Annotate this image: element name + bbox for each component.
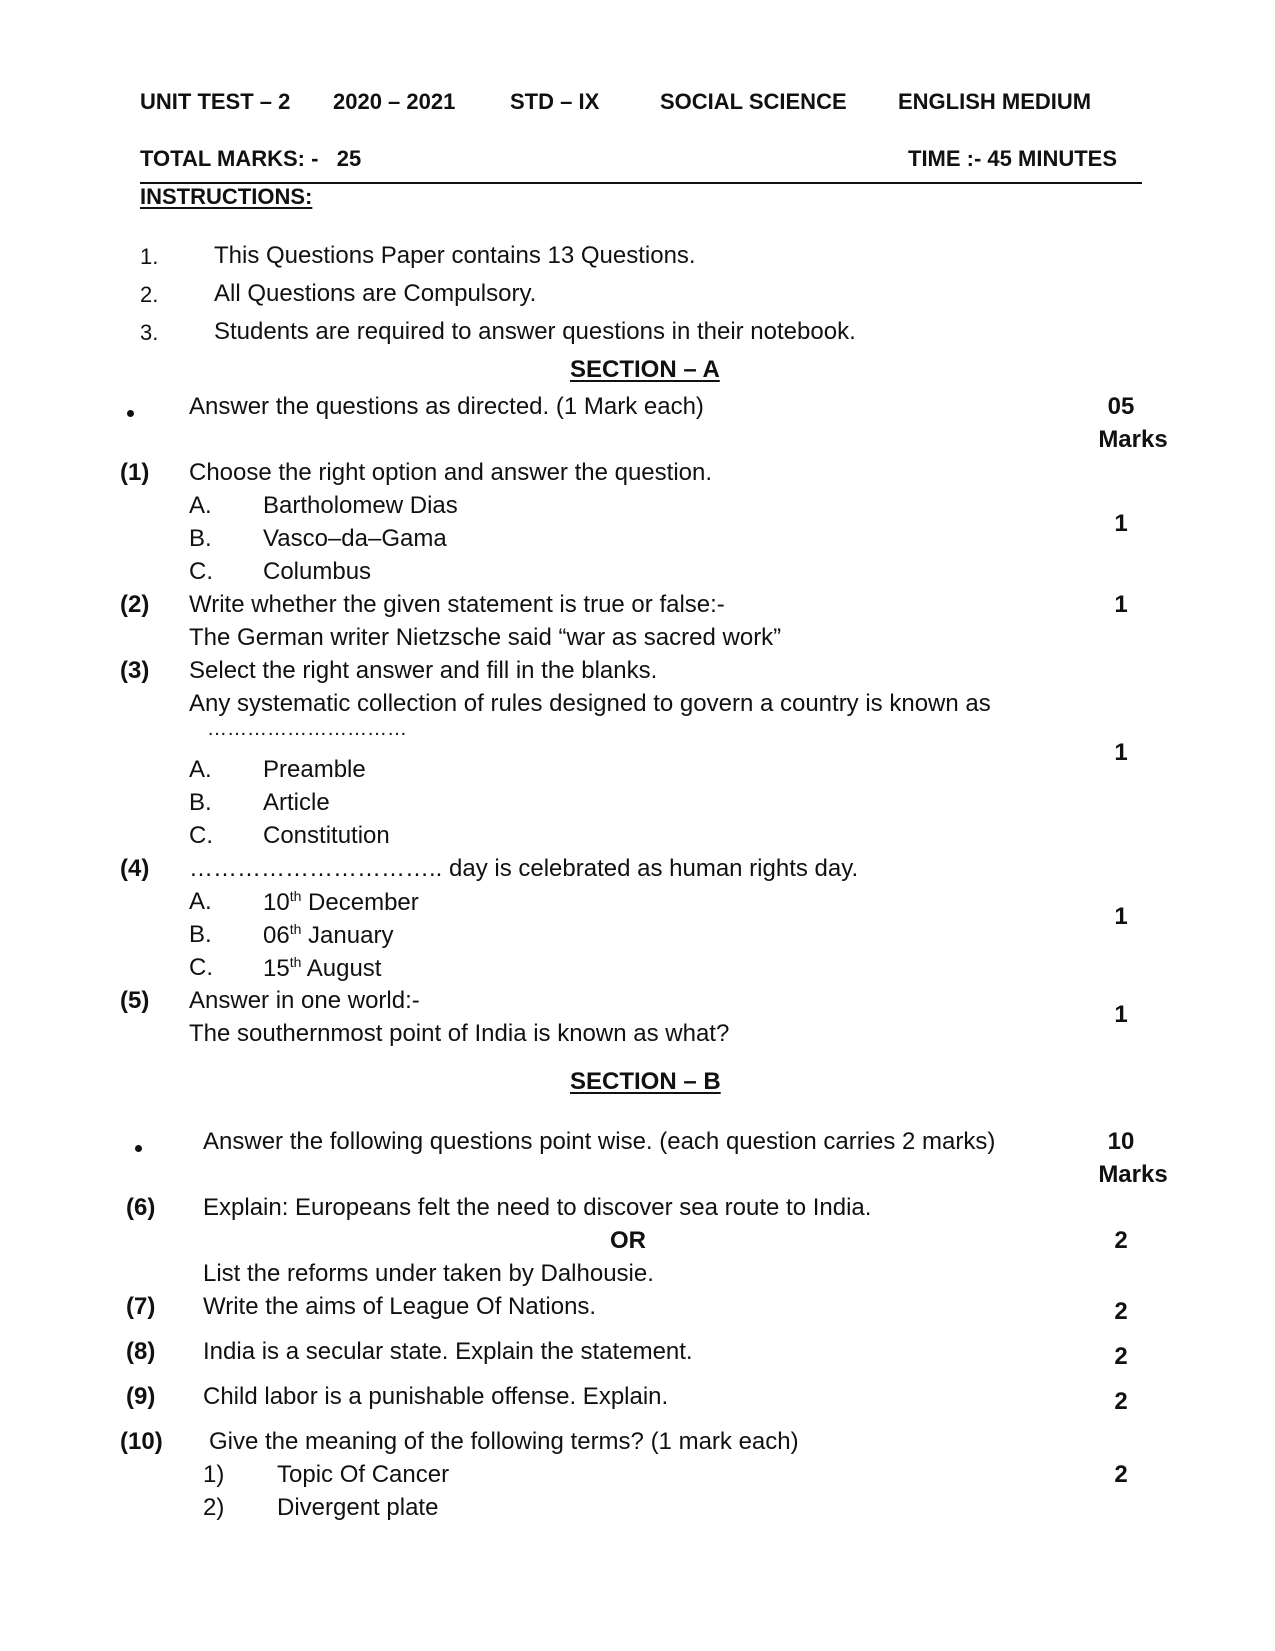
option-text: Vasco–da–Gama — [263, 525, 447, 552]
question-marks: 2 — [1114, 1461, 1128, 1488]
question-marks: 2 — [1114, 1298, 1128, 1325]
question-marks: 1 — [1114, 739, 1128, 766]
question-marks: 2 — [1114, 1388, 1128, 1415]
question-number: (10) — [120, 1428, 163, 1455]
subject: SOCIAL SCIENCE — [660, 89, 847, 114]
question-number: (8) — [126, 1338, 156, 1365]
option-text: Preamble — [263, 756, 366, 783]
question-number: (5) — [120, 987, 150, 1014]
option-letter: B. — [189, 921, 212, 948]
instruction-text: All Questions are Compulsory. — [214, 280, 537, 307]
question-text: Select the right answer and fill in the blanks. — [189, 657, 658, 684]
option-text: Constitution — [263, 822, 390, 849]
question-marks: 2 — [1114, 1227, 1128, 1254]
question-text: Write whether the given statement is true or false:- — [189, 591, 725, 618]
question-text: India is a secular state. Explain the statement. — [203, 1338, 693, 1365]
question-number: (1) — [120, 459, 150, 486]
term-text: Divergent plate — [277, 1494, 439, 1521]
question-number: (6) — [126, 1194, 156, 1221]
question-number: (3) — [120, 657, 150, 684]
option-letter: C. — [189, 954, 213, 981]
medium: ENGLISH MEDIUM — [898, 89, 1092, 114]
question-statement: The southernmost point of India is known as what? — [189, 1020, 730, 1047]
academic-year: 2020 – 2021 — [333, 89, 456, 114]
option-letter: A. — [189, 888, 212, 915]
section-a-directive: Answer the questions as directed. (1 Mark each) — [189, 393, 704, 420]
total-marks: TOTAL MARKS: - 25 — [140, 146, 362, 171]
test-title: UNIT TEST – 2 — [140, 89, 291, 114]
fill-blank: ………………………… — [207, 718, 407, 740]
section-b-directive: Answer the following questions point wise. (each question carries 2 marks) — [203, 1128, 996, 1155]
question-marks: 1 — [1114, 510, 1128, 537]
question-number: (9) — [126, 1383, 156, 1410]
term-text: Topic Of Cancer — [277, 1461, 450, 1488]
question-number: (7) — [126, 1293, 156, 1320]
section-a-marks-number: 05 — [1107, 393, 1135, 420]
time-allowed: TIME :- 45 MINUTES — [908, 146, 1118, 171]
option-letter: B. — [189, 789, 212, 816]
question-text: Explain: Europeans felt the need to discover sea route to India. — [203, 1194, 872, 1221]
section-a-marks-label: Marks — [1098, 426, 1168, 453]
question-statement: The German writer Nietzsche said “war as sacred work” — [189, 624, 782, 651]
section-a-title: SECTION – A — [570, 356, 720, 383]
option-text: 06th January — [263, 921, 394, 949]
bullet-icon — [135, 1145, 142, 1152]
section-b-marks-label: Marks — [1098, 1161, 1168, 1188]
instruction-text: This Questions Paper contains 13 Questions. — [214, 242, 696, 269]
instruction-text: Students are required to answer questions in their notebook. — [214, 318, 856, 345]
section-b-title: SECTION – B — [570, 1068, 721, 1095]
option-letter: C. — [189, 558, 213, 585]
question-text: Write the aims of League Of Nations. — [203, 1293, 597, 1320]
term-number: 1) — [203, 1461, 225, 1488]
standard: STD – IX — [510, 89, 600, 114]
or-label: OR — [610, 1227, 646, 1254]
instruction-number: 2. — [140, 282, 159, 307]
question-statement: Any systematic collection of rules designed to govern a country is known as — [189, 690, 991, 717]
option-text: 10th December — [263, 888, 419, 916]
question-marks: 2 — [1114, 1343, 1128, 1370]
question-text: Child labor is a punishable offense. Explain. — [203, 1383, 669, 1410]
question-number: (2) — [120, 591, 150, 618]
instructions-title: INSTRUCTIONS: — [140, 184, 313, 209]
question-text: Choose the right option and answer the question. — [189, 459, 713, 486]
bullet-icon — [127, 410, 134, 417]
term-number: 2) — [203, 1494, 225, 1521]
option-text: Article — [263, 789, 330, 816]
option-letter: A. — [189, 492, 212, 519]
option-text: Columbus — [263, 558, 372, 585]
option-letter: B. — [189, 525, 212, 552]
section-b-marks-number: 10 — [1107, 1128, 1135, 1155]
option-letter: C. — [189, 822, 213, 849]
instruction-number: 1. — [140, 244, 159, 269]
option-text: 15th August — [263, 954, 382, 982]
question-marks: 1 — [1114, 591, 1128, 618]
question-text: Answer in one world:- — [189, 987, 420, 1014]
option-letter: A. — [189, 756, 212, 783]
question-number: (4) — [120, 855, 150, 882]
question-text-alt: List the reforms under taken by Dalhousie. — [203, 1260, 654, 1287]
question-text: ………………………….. day is celebrated as human rights day. — [189, 855, 859, 882]
question-text: Give the meaning of the following terms? (1 mark each) — [209, 1428, 799, 1455]
question-marks: 1 — [1114, 903, 1128, 930]
instruction-number: 3. — [140, 320, 159, 345]
option-text: Bartholomew Dias — [263, 492, 458, 519]
question-marks: 1 — [1114, 1001, 1128, 1028]
